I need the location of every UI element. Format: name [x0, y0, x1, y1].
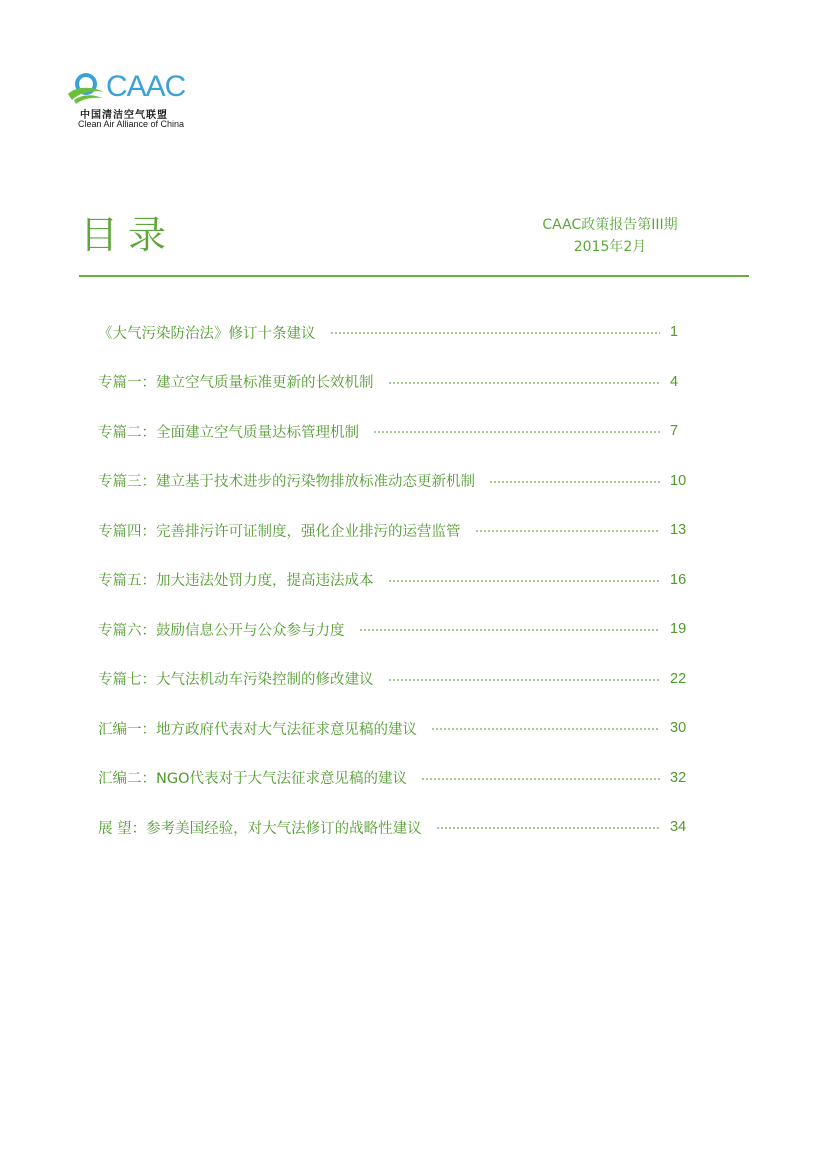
toc-entry-title: 汇编一：地方政府代表对大气法征求意见稿的建议	[98, 721, 417, 738]
toc-entry-title: 专篇五：加大违法处罚力度，提高违法成本	[98, 573, 374, 589]
toc-entry-title: 《大气污染防治法》修订十条建议	[98, 325, 316, 342]
caac-leaf-globe-icon	[64, 68, 108, 108]
toc-entry-title: 专篇三：建立基于技术进步的污染物排放标准动态更新机制	[98, 474, 475, 490]
table-of-contents	[98, 320, 690, 865]
toc-entry[interactable]	[98, 617, 690, 641]
toc-entry-title: 专篇六：鼓励信息公开与公众参与力度	[98, 622, 345, 639]
report-date: 2015年2月	[573, 239, 647, 255]
toc-page-number: 34	[670, 819, 687, 835]
toc-entry-title: 专篇七：大气法机动车污染控制的修改建议	[98, 672, 374, 688]
toc-page-number: 13	[670, 522, 687, 538]
toc-dot-leader	[373, 431, 660, 433]
toc-page-number: 16	[670, 571, 687, 588]
toc-entry[interactable]	[98, 568, 690, 592]
toc-entry[interactable]	[98, 370, 690, 394]
toc-entry-title: 专篇二：全面建立空气质量达标管理机制	[98, 424, 359, 441]
toc-dot-leader	[388, 382, 661, 384]
report-series: CAAC政策报告第III期	[542, 217, 678, 233]
toc-dot-leader	[330, 332, 661, 334]
toc-dot-leader	[359, 629, 661, 631]
toc-entry[interactable]	[98, 419, 690, 443]
toc-entry-title: 专篇一：建立空气质量标准更新的长效机制	[98, 375, 374, 391]
toc-dot-leader	[431, 728, 660, 730]
toc-page-number: 30	[670, 720, 687, 736]
toc-page-number: 32	[670, 769, 687, 786]
logo-brand-text: CAAC	[106, 70, 186, 103]
logo-english-name: Clean Air Alliance of China	[78, 119, 185, 129]
toc-page-number: 4	[670, 373, 679, 390]
toc-dot-leader	[388, 679, 661, 681]
toc-dot-leader	[388, 580, 661, 582]
caac-logo	[64, 68, 204, 134]
toc-dot-leader	[436, 827, 660, 829]
toc-page-number: 19	[670, 621, 687, 637]
toc-entry-title: 汇编二：NGO代表对于大气法征求意见稿的建议	[98, 771, 407, 787]
toc-page-number: 22	[670, 670, 687, 687]
toc-dot-leader	[475, 530, 661, 532]
toc-dot-leader	[421, 778, 660, 780]
page-title: 目录	[80, 213, 177, 257]
title-divider	[79, 275, 749, 277]
toc-entry[interactable]	[98, 469, 690, 493]
toc-entry[interactable]	[98, 518, 690, 542]
report-meta	[520, 214, 700, 258]
toc-page-number: 7	[670, 423, 679, 439]
logo-chinese-name: 中国清洁空气联盟	[80, 110, 168, 121]
toc-entry[interactable]	[98, 815, 690, 839]
toc-entry-title: 专篇四：完善排污许可证制度，强化企业排污的运营监管	[98, 523, 461, 540]
toc-entry[interactable]	[98, 766, 690, 790]
toc-entry[interactable]	[98, 716, 690, 740]
toc-page-number: 1	[670, 324, 679, 340]
toc-dot-leader	[489, 481, 660, 483]
toc-entry[interactable]	[98, 320, 690, 344]
toc-page-number: 10	[670, 472, 687, 489]
toc-entry-title: 展 望：参考美国经验，对大气法修订的战略性建议	[98, 820, 422, 837]
toc-entry[interactable]	[98, 667, 690, 691]
